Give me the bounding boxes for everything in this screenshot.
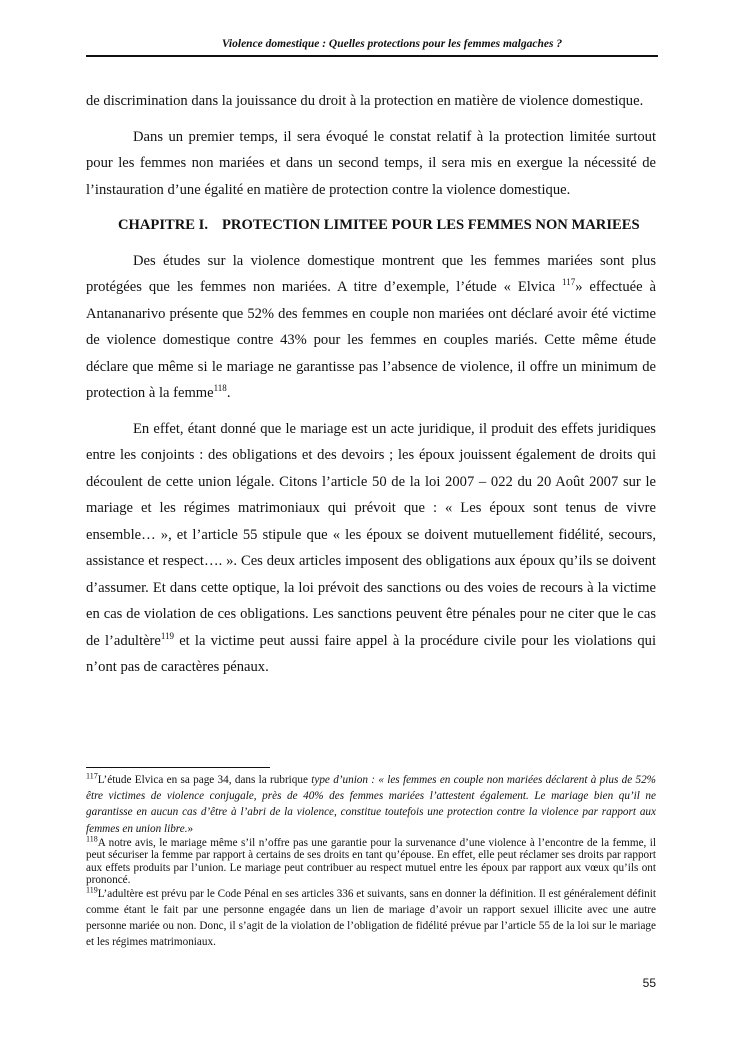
footnote-quote: type d’union : « les femmes en couple non mariées déclarent à plus de 52% être victimes de violence conjugale, près de 40% des femmes mariées l’attestent également. Le mariage bien qu’il ne garantisse en aucun cas d’être à l’abri de la violence, constitue toutefois une protection contre la violence par rapport aux femmes en union libre. [86,774,656,835]
paragraph-4 [86,416,656,681]
footnote-number: 118 [86,834,98,844]
footnote-ref-117[interactable]: 117 [562,277,576,288]
footnote-number: 119 [86,885,98,895]
paragraph-3-text-a: Des études sur la violence domestique montrent que les femmes mariées sont plus protégées que les femmes non mariées. A titre d’exemple, l’étude « Elvica [86,252,656,295]
footnotes [86,772,656,950]
chapter-number: CHAPITRE I. [118,217,209,233]
paragraph-3-text-c: . [226,385,231,401]
paragraph-3 [86,248,656,407]
paragraph-4-text-a: En effet, étant donné que le mariage est un acte juridique, il produit des effets juridiques entre les conjoints : des obligations et des devoirs ; les époux jouissent également de droits qui découlent de cette union légale. Citons l’article 50 de la loi 2007 – 022 du 20 Août 2007 sur le mariage et les régimes matrimoniaux qui prévoit que : « Les époux sont tenus de vivre ensemble… », et l’article 55 stipule que « les époux se doivent mutuellement fidélité, secours, assistance et respect…. ». Ces deux articles imposent des obligations aux époux qu’ils se doivent d’assumer. Et dans cette optique, la loi prévoit des sanctions ou des voies de recours à la victime en cas de violation de ces obligations. Les sanctions peuvent être pénales pour ne citer que le cas de l’adultère [86,420,656,649]
main-body [86,88,656,681]
footnote-number: 117 [86,771,98,781]
footnote-117 [86,772,656,837]
page-number: 55 [642,976,656,990]
footnote-ref-118[interactable]: 118 [213,383,227,394]
paragraph-3-text-b: » effectuée à Antananarivo présente que 52% des femmes en couple non mariées ont déclaré avoir été victime de violence domestique contre 43% pour les femmes en couples mariés. Cette même étude déclare que même si le mariage ne garantisse pas l’absence de violence, il offre un minimum de protection à la femme [86,279,656,401]
running-header: Violence domestique : Quelles protections pour les femmes malgaches ? [221,38,563,50]
footnote-separator [86,767,270,768]
chapter-title: PROTECTION LIMITEE POUR LES FEMMES NON MARIEES [222,217,640,233]
paragraph-4-text-b: et la victime peut aussi faire appel à la procédure civile pour les violations qui n’ont pas de caractères pénaux. [86,632,656,675]
footnote-119 [86,886,656,950]
chapter-heading [86,212,656,239]
header-rule [86,55,658,57]
footnote-text: A notre avis, le mariage même s’il n’offre pas une garantie pour la survenance d’une violence à l’encontre de la femme, il peut sécuriser la femme par rapport à certains de ses droits en tant qu’épouse. En effet, elle peut réclamer ses droits par rapport aux effets produits par l’union. Le mariage peut contribuer au respect mutuel entre les époux par rapport aux vœux qu’ils ont prononcé. [86,836,656,887]
footnote-ref-119[interactable]: 119 [160,630,175,641]
paragraph-2: Dans un premier temps, il sera évoqué le constat relatif à la protection limitée surtout pour les femmes non mariées et dans un second temps, il sera mis en exergue la nécessité de l’instauration d’une égalité en matière de protection contre la violence domestique. [86,128,656,198]
footnote-text: L’adultère est prévu par le Code Pénal en ses articles 336 et suivants, sans en donner la définition. Il est généralement définit comme étant le fait par une personne engagée dans un lien de mariage d’avoir un rapport sexuel illicite avec une autre personne mariée ou non. Donc, il s’agit de la violation de l’obligation de fidélité prévue par l’article 55 de la loi sur le mariage et les régimes matrimoniaux. [86,888,656,949]
footnote-118 [86,834,656,887]
footnote-tail: » [187,822,194,835]
footnote-text: L’étude Elvica en sa page 34, dans la rubrique [97,774,312,786]
paragraph-1: de discrimination dans la jouissance du droit à la protection en matière de violence domestique. [86,93,644,109]
